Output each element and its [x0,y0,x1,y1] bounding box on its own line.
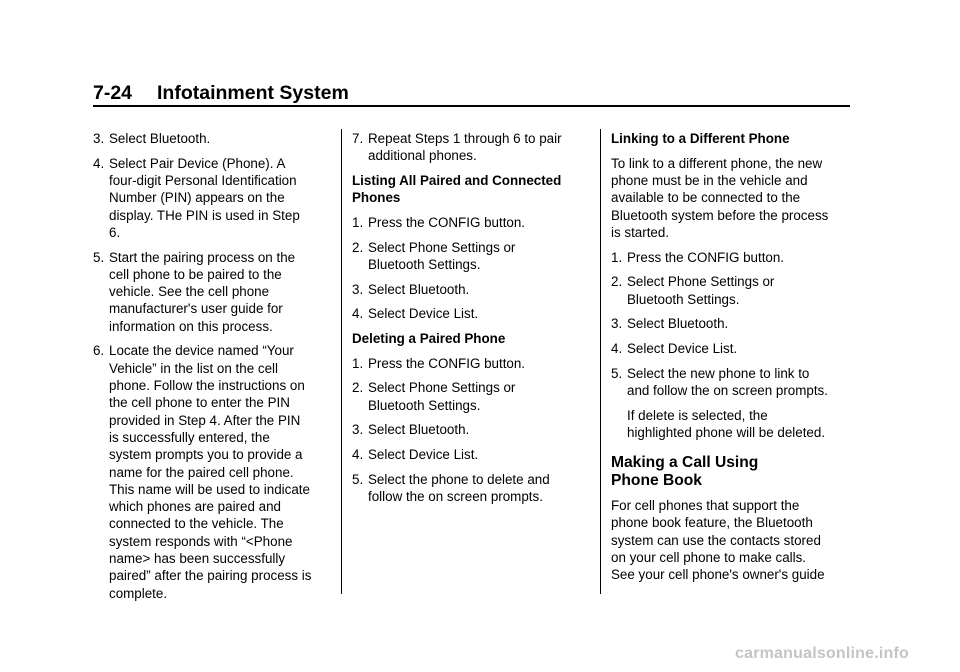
list-item: 3. Select Bluetooth. [352,422,470,438]
section-heading: Linking to a Different Phone [611,131,790,146]
section-title: Making a Call Using Phone Book [611,454,759,490]
list-item: 4. Select Device List. [352,306,479,322]
note-paragraph: If delete is selected, the highlighted phone will be deleted. [627,407,826,440]
list-item: 1. Press the CONFIG button. [352,214,526,230]
column-divider [341,129,342,594]
list-item: 2. Select Phone Settings or Bluetooth Settings. [352,239,516,272]
list-item: 2. Select Phone Settings or Bluetooth Settings. [611,274,775,307]
section-heading: Deleting a Paired Phone [352,331,506,347]
list-item: 3. Select Bluetooth. [93,131,211,146]
watermark: carmanualsonline.info [735,645,910,662]
list-item: 4. Select Device List. [611,340,738,356]
chapter-title: Infotainment System [157,82,349,104]
section-heading: Listing All Paired and Connected Phones [352,172,562,206]
column-divider [600,129,601,594]
list-item: 4. Select Pair Device (Phone). A four-digit Personal Identification Number (PIN) appears on the display. THe PIN is used in Step 6. [93,155,300,240]
list-item: 5. Select the phone to delete and follow the on screen prompts. [352,471,550,505]
list-item: 4. Select Device List. [352,447,479,463]
list-item: 7. Repeat Steps 1 through 6 to pair additional phones. [352,131,562,164]
list-item: 3. Select Bluetooth. [611,316,729,332]
header-rule [93,105,850,107]
paragraph: To link to a different phone, the new phone must be in the vehicle and available to be connected to the Bluetooth system before the process is started. [611,155,829,240]
list-item: 5. Select the new phone to link to and follow the on screen prompts. [611,365,828,398]
list-item: 3. Select Bluetooth. [352,281,470,297]
column-3 [611,130,831,591]
page-header [93,82,850,104]
list-item: 5. Start the pairing process on the cell phone to be paired to the vehicle. See the cell phone manufacturer's user guide for information on this process. [93,249,296,334]
list-item: 6. Locate the device named “Your Vehicle” in the list on the cell phone. Follow the instructions on the cell phone to enter the PIN provided in Step 4. After the PIN is successfully entered, the system prompts you to provide a name for the paired cell phone. This name will be used to indicate which phones are paired and connected to the vehicle. The system responds with “<Phone name> has been successfully paired” after the pairing process is complete. [93,343,312,601]
paragraph: For cell phones that support the phone book feature, the Bluetooth system can use the contacts stored on your cell phone to make calls. See your cell phone's owner's guide [611,498,825,583]
column-1 [93,130,313,609]
list-item: 1. Press the CONFIG button. [352,355,526,371]
column-2 [352,130,572,513]
page-number: 7-24 [93,82,133,104]
list-item: 2. Select Phone Settings or Bluetooth Settings. [352,380,516,413]
list-item: 1. Press the CONFIG button. [611,249,785,265]
